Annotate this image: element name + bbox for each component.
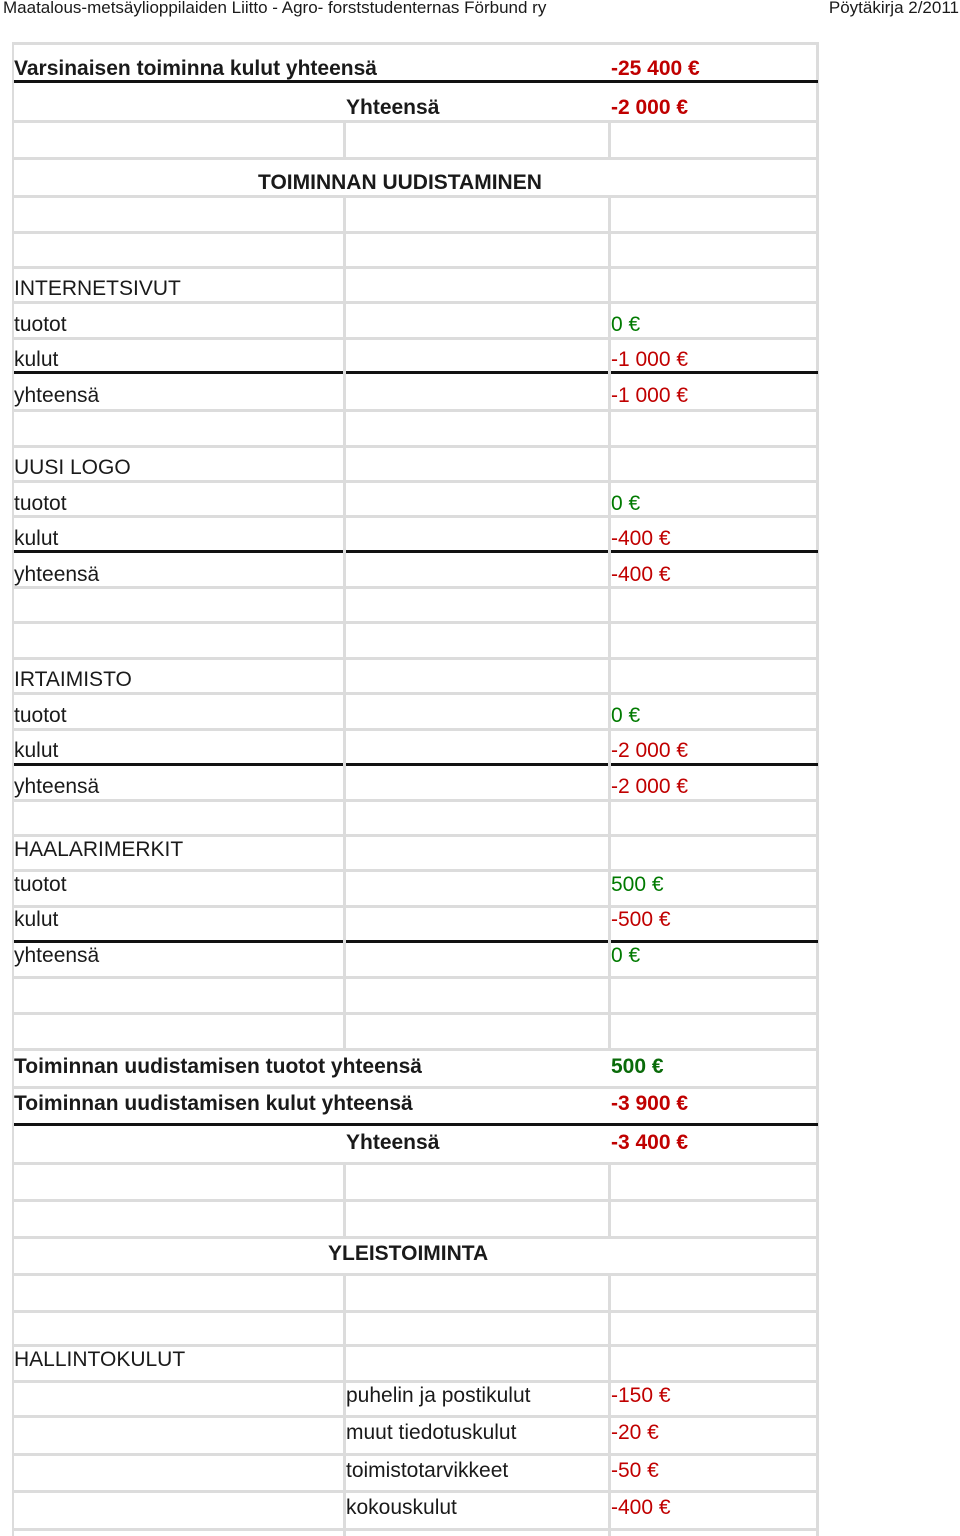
row-line xyxy=(14,301,818,304)
cost-value: -2 000 € xyxy=(611,739,689,762)
line-item-label: puhelin ja postikulut xyxy=(346,1384,531,1407)
subtotal-value: -1 000 € xyxy=(611,384,689,407)
row-line xyxy=(14,445,818,448)
income-value: 500 € xyxy=(611,873,664,896)
row-line xyxy=(14,337,818,340)
row-line xyxy=(14,195,818,198)
line-item-label: muut tiedotuskulut xyxy=(346,1421,517,1444)
row-line xyxy=(14,869,818,872)
row-line xyxy=(14,586,818,589)
row-line xyxy=(14,1012,818,1015)
subtotal-value: 0 € xyxy=(611,944,641,967)
cost-label: kulut xyxy=(14,739,59,762)
col-line xyxy=(343,231,346,801)
row-line xyxy=(14,621,818,624)
income-total-label: Toiminnan uudistamisen tuotot yhteensä xyxy=(14,1055,422,1078)
row-line xyxy=(14,1199,818,1202)
line-item-value: -150 € xyxy=(611,1384,671,1407)
row-line xyxy=(14,42,818,45)
row-line-bold xyxy=(14,940,818,943)
row-line xyxy=(14,1528,818,1531)
group-name: IRTAIMISTO xyxy=(14,668,132,691)
subtotal-label: yhteensä xyxy=(14,775,100,798)
col-line xyxy=(608,120,611,157)
row-line xyxy=(14,1380,818,1383)
row-line-bold xyxy=(14,1123,818,1126)
total-value: -2 000 € xyxy=(611,96,689,119)
income-label: tuotot xyxy=(14,492,67,515)
col-line xyxy=(608,195,611,231)
row-line xyxy=(14,480,818,483)
row-line xyxy=(14,1490,818,1493)
cost-label: kulut xyxy=(14,527,59,550)
row-line xyxy=(14,1415,818,1418)
income-label: tuotot xyxy=(14,873,67,896)
row-line xyxy=(14,409,818,412)
row-line xyxy=(14,657,818,660)
page-header xyxy=(0,0,960,22)
col-line xyxy=(343,120,346,157)
row-line xyxy=(14,1273,818,1276)
row-line-bold xyxy=(14,550,818,553)
income-total-value: 500 € xyxy=(611,1055,664,1078)
line-item-value: -20 € xyxy=(611,1421,659,1444)
cost-label: kulut xyxy=(14,908,59,931)
row-line xyxy=(14,1310,818,1313)
cost-value: -1 000 € xyxy=(611,348,689,371)
total-label: Yhteensä xyxy=(346,96,440,119)
income-value: 0 € xyxy=(611,313,641,336)
total-label: Yhteensä xyxy=(346,1131,440,1154)
subtotal-label: yhteensä xyxy=(14,563,100,586)
subsection-title: HALLINTOKULUT xyxy=(14,1348,186,1371)
line-item-label: toimistotarvikkeet xyxy=(346,1459,509,1482)
operating-costs-total-value: -25 400 € xyxy=(611,57,700,80)
group-name: INTERNETSIVUT xyxy=(14,277,181,300)
row-line xyxy=(14,1236,818,1239)
line-item-value: -400 € xyxy=(611,1496,671,1519)
cost-total-label: Toiminnan uudistamisen kulut yhteensä xyxy=(14,1092,413,1115)
row-line xyxy=(14,157,818,160)
operating-costs-total-label: Varsinaisen toiminna kulut yhteensä xyxy=(14,57,377,80)
organization-name: Maatalous-metsäylioppilaiden Liitto - Agro- forststudenternas Förbund ry xyxy=(3,0,547,17)
subtotal-value: -2 000 € xyxy=(611,775,689,798)
row-line xyxy=(14,1048,818,1051)
section-title: YLEISTOIMINTA xyxy=(328,1242,489,1265)
income-label: tuotot xyxy=(14,313,67,336)
subtotal-label: yhteensä xyxy=(14,384,100,407)
row-line xyxy=(14,976,818,979)
row-line xyxy=(14,266,818,269)
income-value: 0 € xyxy=(611,704,641,727)
cost-total-value: -3 900 € xyxy=(611,1092,689,1115)
group-name: HAALARIMERKIT xyxy=(14,838,184,861)
row-line xyxy=(14,1086,818,1089)
cost-value: -500 € xyxy=(611,908,671,931)
line-item-label: kokouskulut xyxy=(346,1496,457,1519)
row-line-bold xyxy=(14,371,818,374)
row-line xyxy=(14,728,818,731)
row-line xyxy=(14,692,818,695)
group-name: UUSI LOGO xyxy=(14,456,131,479)
total-value: -3 400 € xyxy=(611,1131,689,1154)
col-line xyxy=(343,195,346,231)
subtotal-value: -400 € xyxy=(611,563,671,586)
row-line xyxy=(14,231,818,234)
row-line xyxy=(14,1453,818,1456)
income-label: tuotot xyxy=(14,704,67,727)
col-line xyxy=(343,1162,346,1236)
section-title: TOIMINNAN UUDISTAMINEN xyxy=(258,171,542,194)
line-item-value: -50 € xyxy=(611,1459,659,1482)
row-line xyxy=(14,515,818,518)
row-line xyxy=(14,799,818,802)
row-line xyxy=(14,1162,818,1165)
row-line xyxy=(14,905,818,908)
subtotal-label: yhteensä xyxy=(14,944,100,967)
income-value: 0 € xyxy=(611,492,641,515)
row-line-bold xyxy=(14,763,818,766)
row-line xyxy=(14,834,818,837)
document-id: Pöytäkirja 2/2011 xyxy=(828,0,959,17)
col-line xyxy=(343,799,346,1049)
cost-label: kulut xyxy=(14,348,59,371)
row-line xyxy=(14,1344,818,1347)
col-line xyxy=(608,1162,611,1236)
row-line xyxy=(14,120,818,123)
cost-value: -400 € xyxy=(611,527,671,550)
